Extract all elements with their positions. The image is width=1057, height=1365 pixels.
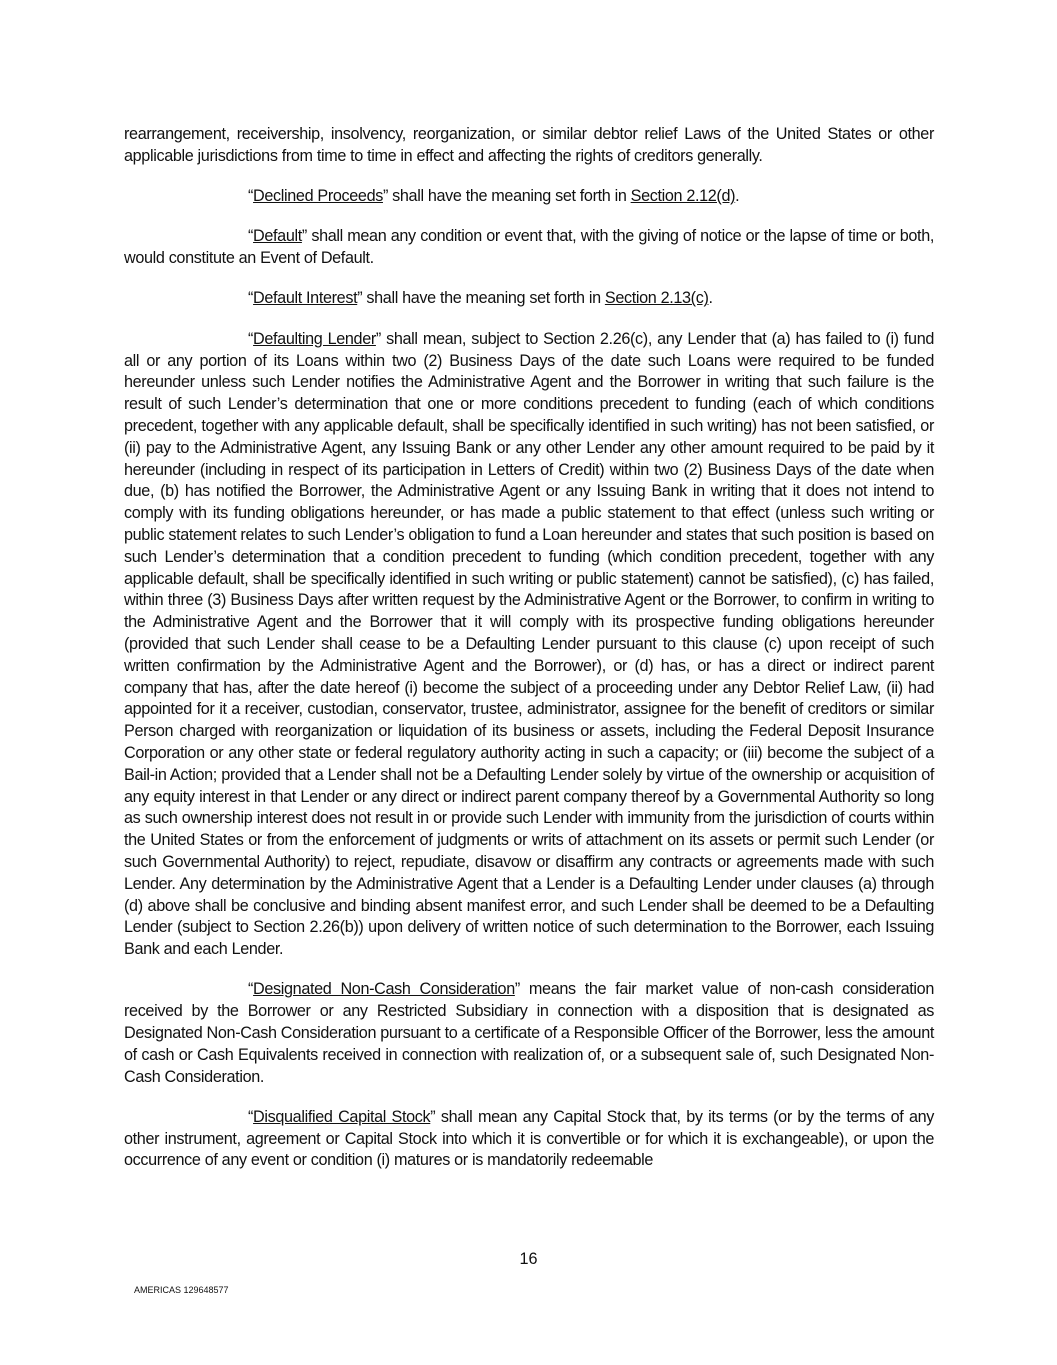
close-quote: ”	[430, 1107, 436, 1126]
definition-text: shall have the meaning set forth in	[388, 187, 631, 206]
definition-text: shall have the meaning set forth in	[362, 289, 605, 308]
open-quote: “	[248, 1107, 254, 1126]
defined-term: Declined Proceeds	[253, 187, 383, 206]
definition-defaulting-lender	[124, 329, 934, 961]
open-quote: “	[248, 227, 254, 246]
open-quote: “	[248, 980, 254, 999]
defined-term: Defaulting Lender	[253, 329, 376, 348]
definition-text: shall mean any Capital Stock that, by its terms (or by the terms of any other instrument, agreement or Capital Stock into which it is convertible or for which it is exchangeable), or upon the occurrence of any event or condition (i) matures or is mandatorily redeemable	[124, 1107, 934, 1170]
page-number: 16	[519, 1250, 538, 1268]
open-quote: “	[248, 187, 254, 206]
definition-default-interest	[124, 288, 934, 310]
close-quote: ”	[301, 227, 307, 246]
definition-designated-non-cash-consideration	[124, 979, 934, 1088]
definition-text-end: .	[708, 289, 713, 308]
open-quote: “	[248, 329, 254, 348]
definition-default	[124, 226, 934, 270]
document-body	[124, 124, 934, 1191]
close-quote: ”	[357, 289, 363, 308]
definition-declined-proceeds	[124, 186, 934, 208]
section-reference: Section 2.12(d)	[630, 187, 736, 206]
defined-term: Disqualified Capital Stock	[253, 1107, 431, 1126]
close-quote: ”	[382, 187, 389, 206]
section-reference: Section 2.13(c)	[604, 289, 709, 308]
document-id: AMERICAS 129648577	[134, 1285, 229, 1295]
paragraph-text: rearrangement, receivership, insolvency, reorganization, or similar debtor relief Laws of the United States or other applicable jurisdictions from time to time in effect and affecting the rights of creditors generally.	[124, 125, 934, 165]
close-quote: ”	[375, 329, 381, 348]
defined-term: Designated Non-Cash Consideration	[253, 980, 515, 999]
defined-term: Default	[253, 227, 302, 246]
definition-text-end: .	[735, 187, 740, 206]
definition-text: shall mean any condition or event that, with the giving of notice or the lapse of time or both, would constitute an Event of Default.	[124, 227, 934, 268]
definition-text: shall mean, subject to Section 2.26(c), any Lender that (a) has failed to (i) fund all or any portion of its Loans within two (2) Business Days of the date such Loans were required to be funded hereunder unless such Lender notifies the Administrative Agent and the Borrower in writing that such failure is the result of such Lender’s determination that one or more conditions precedent to funding (each of which conditions precedent, together with any applicable default, shall be specifically identified in such writing) has not been satisfied, or (ii) pay to the Administrative Agent, any Issuing Bank or any other Lender any other amount required to be paid by it hereunder (including in respect of its participation in Letters of Credit) within two (2) Business Days of the date when due, (b) has notified the Borrower, the Administrative Agent or any Issuing Bank in writing that it does not intend to comply with its funding obligations hereunder, or has made a public statement to that effect (unless such writing or public statement relates to such Lender’s obligation to fund a Loan hereunder and states that such position is based on such Lender’s determination that a condition precedent to funding (which condition precedent, together with any applicable default, shall be specifically identified in such writing or public statement) cannot be satisfied), (c) has failed, within three (3) Business Days after written request by the Administrative Agent or the Borrower, to confirm in writing to the Administrative Agent and the Borrower that it will comply with its prospective funding obligations hereunder (provided that such Lender shall cease to be a Defaulting Lender pursuant to this clause (c) upon receipt of such written confirmation by the Administrative Agent and the Borrower), or (d) has, or has a direct or indirect parent company that has, after the date hereof (i) become the subject of a proceeding under any Debtor Relief Law, (ii) had appointed for it a receiver, custodian, conservator, trustee, administrator, assignee for the benefit of creditors or similar Person charged with reorganization or liquidation of its business or assets, including the Federal Deposit Insurance Corporation or any other state or federal regulatory authority acting in such a capacity; or (iii) become the subject of a Bail-in Action; provided that a Lender shall not be a Defaulting Lender solely by virtue of the ownership or acquisition of any equity interest in that Lender or any direct or indirect parent company thereof by a Governmental Authority so long as such ownership interest does not result in or provide such Lender with immunity from the jurisdiction of courts within the United States or from the enforcement of judgments or writs of attachment on its assets or permit such Lender (or such Governmental Authority) to reject, repudiate, disavow or disaffirm any contracts or agreements made with such Lender. Any determination by the Administrative Agent that a Lender is a Defaulting Lender under clauses (a) through (d) above shall be conclusive and binding absent manifest error, and such Lender shall be deemed to be a Defaulting Lender (subject to Section 2.26(b)) upon delivery of written notice of such determination to the Borrower, each Issuing Bank and each Lender.	[124, 329, 934, 959]
definition-disqualified-capital-stock	[124, 1107, 934, 1172]
paragraph-continuation	[124, 124, 934, 168]
open-quote: “	[248, 289, 254, 308]
close-quote: ”	[514, 980, 520, 999]
definition-text: means the fair market value of non-cash consideration received by the Borrower or any Restricted Subsidiary in connection with a disposition that is designated as Designated Non-Cash Consideration pursuant to a certificate of a Responsible Officer of the Borrower, less the amount of cash or Cash Equivalents received in connection with realization of, or a subsequent sale of, such Designated Non-Cash Consideration.	[124, 980, 934, 1086]
defined-term: Default Interest	[253, 289, 358, 308]
